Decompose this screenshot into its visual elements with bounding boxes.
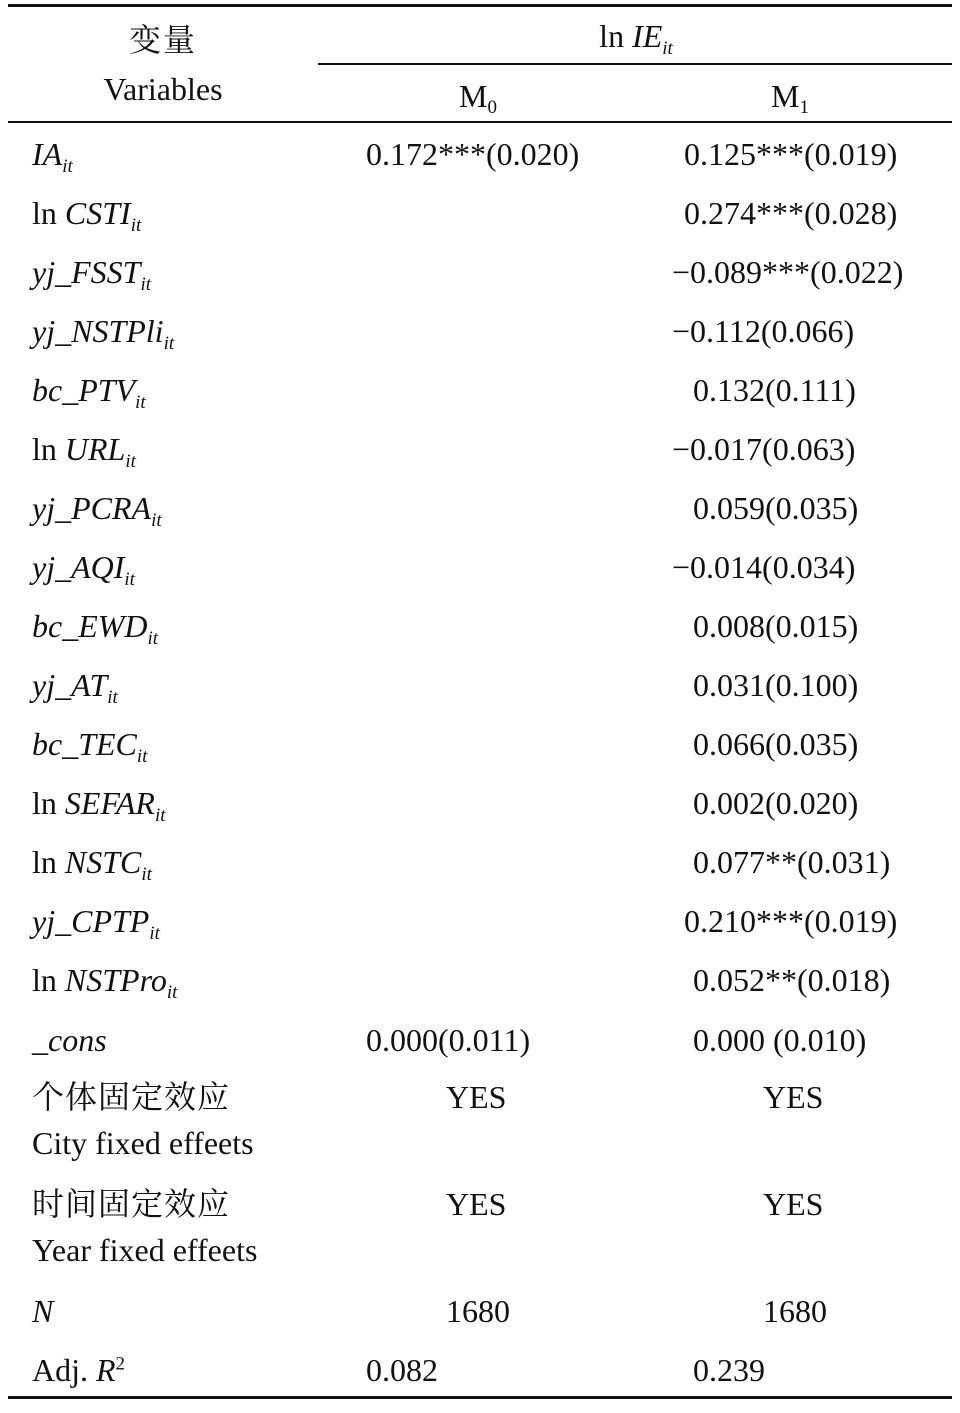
variable-name-cell	[32, 667, 118, 708]
variable-name-cell	[32, 490, 162, 531]
variable-subscript: it	[124, 569, 135, 590]
adj-r2-symbol: R	[96, 1352, 116, 1388]
city-fe-label-zh: 个体固定效应	[32, 1079, 231, 1115]
variable-name: URL	[64, 431, 126, 467]
variable-name-cell	[32, 549, 135, 590]
header-variables-zh: 变量	[128, 22, 198, 58]
variable-prefix: ln	[32, 431, 57, 467]
coef-m1-cell: 0.052**(0.018)	[693, 962, 891, 998]
adj-r2-prefix: Adj.	[32, 1352, 96, 1388]
model-m0-sub: 0	[487, 97, 497, 118]
table-top-rule	[8, 4, 952, 7]
variable-name: yj_AQI	[32, 549, 125, 585]
variable-subscript: it	[163, 333, 175, 354]
variable-name: yj_PCRA	[32, 490, 152, 526]
variable-subscript: it	[62, 156, 73, 177]
variable-name-cell	[32, 726, 148, 767]
coef-m1-cell: 0.077**(0.031)	[693, 844, 891, 880]
variable-name: NSTC	[64, 844, 142, 880]
n-m0: 1680	[446, 1293, 510, 1329]
variable-name: SEFAR	[64, 785, 155, 821]
variable-name-cell	[32, 136, 73, 177]
header-model-m1	[771, 78, 809, 120]
coef-m1-cell: 0.125***(0.019)	[684, 136, 898, 172]
dependent-prefix: ln	[599, 18, 625, 54]
adj-r2-label	[32, 1352, 125, 1388]
variable-name: bc_EWD	[32, 608, 148, 644]
variable-name: bc_PTV	[32, 372, 136, 408]
coef-m1-cell: 0.210***(0.019)	[684, 903, 898, 939]
coef-m1-cell: 0.000 (0.010)	[693, 1022, 867, 1058]
coef-m1-cell: 0.059(0.035)	[693, 490, 859, 526]
variable-name-cell	[32, 195, 142, 236]
variable-prefix: ln	[32, 785, 57, 821]
variable-subscript: it	[141, 864, 152, 885]
variable-subscript: it	[136, 746, 148, 767]
dependent-subscript: it	[662, 38, 673, 59]
header-dependent-variable	[599, 18, 673, 59]
variable-name-cell	[32, 254, 151, 295]
variable-name-cell	[32, 785, 166, 826]
variable-name: IA	[32, 136, 63, 172]
header-variables-en: Variables	[103, 71, 223, 107]
year-fe-label-zh: 时间固定效应	[32, 1186, 231, 1222]
variable-name: yj_FSST	[32, 254, 141, 290]
adj-r2-m0: 0.082	[366, 1352, 438, 1388]
variable-subscript: it	[135, 392, 146, 413]
city-fe-m0: YES	[446, 1079, 507, 1115]
variable-subscript: it	[154, 805, 166, 826]
variable-name: bc_TEC	[32, 726, 137, 762]
variable-subscript: it	[166, 982, 178, 1003]
model-m1-name: M	[771, 78, 800, 114]
coef-m1-cell: 0.002(0.020)	[693, 785, 859, 821]
adj-r2-sup: 2	[115, 1353, 126, 1375]
variable-name-cell	[32, 1022, 107, 1058]
variable-name-cell	[32, 313, 175, 354]
city-fe-m1: YES	[763, 1079, 824, 1115]
dependent-name: IE	[632, 18, 663, 54]
variable-name: NSTPro	[64, 962, 167, 998]
variable-subscript: it	[151, 510, 162, 531]
variable-subscript: it	[125, 451, 136, 472]
coef-m0-cell: 0.000(0.011)	[366, 1022, 531, 1058]
header-sub-rule	[318, 63, 952, 65]
coef-m1-cell: −0.017(0.063)	[672, 431, 856, 467]
model-m1-sub: 1	[799, 97, 809, 118]
variable-name: yj_NSTPli	[32, 313, 164, 349]
n-m1: 1680	[763, 1293, 827, 1329]
coef-m1-cell: 0.031(0.100)	[693, 667, 859, 703]
variable-name-cell	[32, 903, 160, 944]
variable-subscript: it	[147, 628, 159, 649]
variable-name-cell	[32, 431, 136, 472]
coef-m1-cell: 0.132(0.111)	[693, 372, 856, 408]
model-m0-name: M	[459, 78, 488, 114]
coef-m1-cell: 0.008(0.015)	[693, 608, 859, 644]
variable-name: yj_CPTP	[32, 903, 150, 939]
year-fe-m1: YES	[763, 1186, 824, 1222]
year-fe-label-en: Year fixed effeets	[32, 1232, 258, 1268]
variable-prefix: ln	[32, 962, 57, 998]
table-bottom-rule	[8, 1396, 952, 1399]
variable-name: _cons	[32, 1022, 107, 1058]
year-fe-m0: YES	[446, 1186, 507, 1222]
city-fe-label-en: City fixed effeets	[32, 1125, 254, 1161]
coef-m1-cell: −0.014(0.034)	[672, 549, 856, 585]
coef-m1-cell: −0.089***(0.022)	[672, 254, 904, 290]
variable-name-cell	[32, 372, 146, 413]
variable-prefix: ln	[32, 195, 57, 231]
variable-subscript: it	[140, 274, 151, 295]
variable-name: yj_AT	[32, 667, 108, 703]
coef-m1-cell: 0.066(0.035)	[693, 726, 859, 762]
table-header-rule	[8, 121, 952, 123]
variable-subscript: it	[149, 923, 160, 944]
variable-name-cell	[32, 962, 178, 1003]
coef-m0-cell: 0.172***(0.020)	[366, 136, 580, 172]
variable-prefix: ln	[32, 844, 57, 880]
variable-name-cell	[32, 608, 159, 649]
variable-subscript: it	[130, 215, 142, 236]
variable-name: CSTI	[64, 195, 131, 231]
coef-m1-cell: 0.274***(0.028)	[684, 195, 898, 231]
header-model-m0	[459, 78, 497, 120]
coef-m1-cell: −0.112(0.066)	[672, 313, 855, 349]
variable-subscript: it	[107, 687, 118, 708]
n-label: N	[32, 1293, 54, 1329]
variable-name-cell	[32, 844, 152, 885]
adj-r2-m1: 0.239	[693, 1352, 765, 1388]
